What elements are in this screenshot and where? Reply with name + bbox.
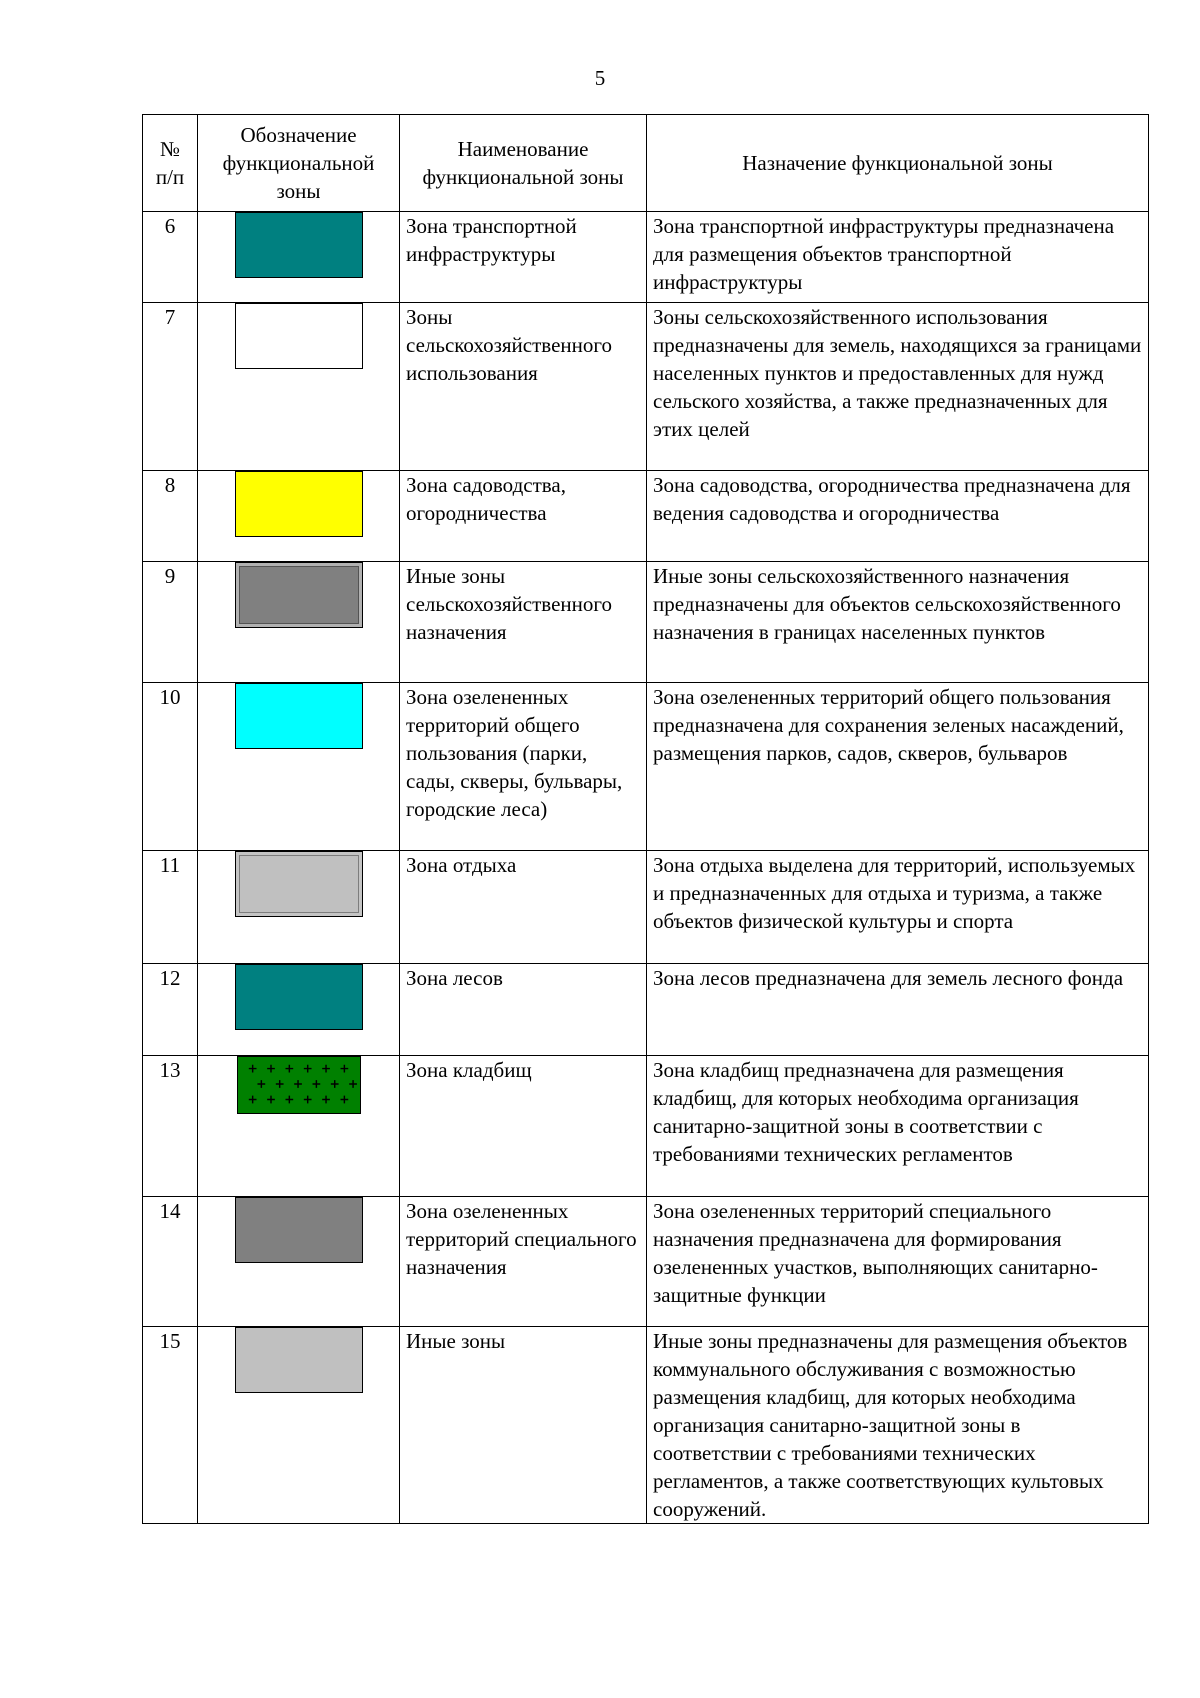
zone-symbol-cell: [198, 851, 400, 964]
zone-symbol-cell: [198, 303, 400, 471]
cross-mark: [248, 1096, 256, 1104]
zone-name: Зона отдыха: [400, 851, 647, 964]
cross-mark: [275, 1080, 283, 1088]
zone-purpose: Иные зоны предназначены для размещения объектов коммунального обслуживания с возможностью размещения кладбищ, для которых необходима организация санитарно-защитной зоны в соответствии с требованиями технических регламентов, а также соответствующих культовых сооружений.: [647, 1327, 1149, 1524]
zone-color-swatch: [237, 1056, 361, 1114]
row-number: 13: [143, 1056, 198, 1197]
table-row: [143, 851, 1149, 964]
cross-mark: [285, 1065, 293, 1073]
functional-zones-table: [142, 114, 1149, 1524]
zone-color-swatch: [235, 1327, 363, 1393]
zone-color-swatch: [235, 562, 363, 628]
zone-name: Зоны сельскохозяйственного использования: [400, 303, 647, 471]
cross-mark: [248, 1065, 256, 1073]
zone-color-swatch: [235, 471, 363, 537]
cross-mark: [267, 1065, 275, 1073]
table-header-row: [143, 115, 1149, 212]
zone-purpose: Зона лесов предназначена для земель лесного фонда: [647, 964, 1149, 1056]
cross-mark: [312, 1080, 320, 1088]
zone-purpose: Зона садоводства, огородничества предназначена для ведения садоводства и огородничества: [647, 471, 1149, 562]
row-number: 10: [143, 683, 198, 851]
zone-name: Зона озелененных территорий специального назначения: [400, 1197, 647, 1327]
row-number: 15: [143, 1327, 198, 1524]
zone-symbol-cell: [198, 212, 400, 303]
zone-color-swatch: [235, 212, 363, 278]
cross-mark: [322, 1065, 330, 1073]
zone-name: Зона транспортной инфраструктуры: [400, 212, 647, 303]
cross-mark: [257, 1080, 265, 1088]
cross-mark: [285, 1096, 293, 1104]
table-row: [143, 1056, 1149, 1197]
zone-symbol-cell: [198, 964, 400, 1056]
row-number: 14: [143, 1197, 198, 1327]
cross-mark: [340, 1065, 348, 1073]
cross-mark: [340, 1096, 348, 1104]
zone-symbol-cell: [198, 683, 400, 851]
table-row: [143, 683, 1149, 851]
row-number: 12: [143, 964, 198, 1056]
zone-color-swatch: [235, 964, 363, 1030]
row-number: 7: [143, 303, 198, 471]
cross-mark: [294, 1080, 302, 1088]
table-row: [143, 562, 1149, 683]
table-row: [143, 303, 1149, 471]
zone-color-swatch: [235, 1197, 363, 1263]
zone-name: Зона озелененных территорий общего пользования (парки, сады, скверы, бульвары, городские леса): [400, 683, 647, 851]
zone-symbol-cell: [198, 1056, 400, 1197]
header-purpose: Назначение функциональной зоны: [647, 115, 1149, 212]
zone-symbol-cell: [198, 471, 400, 562]
header-symbol: Обозначение функциональной зоны: [198, 115, 400, 212]
cross-pattern-icon: [238, 1057, 360, 1113]
zone-purpose: Зона кладбищ предназначена для размещения кладбищ, для которых необходима организация санитарно-защитной зоны в соответствии с требованиями технических регламентов: [647, 1056, 1149, 1197]
zone-color-swatch: [235, 851, 363, 917]
cross-mark: [330, 1080, 338, 1088]
zone-purpose: Зона отдыха выделена для территорий, используемых и предназначенных для отдыха и туризма, а также объектов физической культуры и спорта: [647, 851, 1149, 964]
cross-mark: [303, 1096, 311, 1104]
header-name: Наименование функциональной зоны: [400, 115, 647, 212]
zone-purpose: Зона озелененных территорий специального назначения предназначена для формирования озелененных участков, выполняющих санитарно-защитные функции: [647, 1197, 1149, 1327]
row-number: 6: [143, 212, 198, 303]
zone-symbol-cell: [198, 562, 400, 683]
cross-mark: [322, 1096, 330, 1104]
cross-mark: [349, 1080, 357, 1088]
zone-color-swatch: [235, 683, 363, 749]
table-body: [143, 212, 1149, 1524]
zone-name: Зона лесов: [400, 964, 647, 1056]
zone-name: Зона кладбищ: [400, 1056, 647, 1197]
table-row: [143, 212, 1149, 303]
table-row: [143, 1327, 1149, 1524]
zone-name: Зона садоводства, огородничества: [400, 471, 647, 562]
zone-purpose: Зона транспортной инфраструктуры предназначена для размещения объектов транспортной инфраструктуры: [647, 212, 1149, 303]
zone-purpose: Иные зоны сельскохозяйственного назначения предназначены для объектов сельскохозяйственного назначения в границах населенных пунктов: [647, 562, 1149, 683]
table-row: [143, 471, 1149, 562]
row-number: 9: [143, 562, 198, 683]
zone-symbol-cell: [198, 1327, 400, 1524]
zone-name: Иные зоны сельскохозяйственного назначения: [400, 562, 647, 683]
page-number: 5: [594, 66, 606, 90]
zone-purpose: Зона озелененных территорий общего пользования предназначена для сохранения зеленых насаждений, размещения парков, садов, скверов, бульваров: [647, 683, 1149, 851]
row-number: 11: [143, 851, 198, 964]
zone-color-swatch: [235, 303, 363, 369]
zone-symbol-cell: [198, 1197, 400, 1327]
table-row: [143, 964, 1149, 1056]
zone-name: Иные зоны: [400, 1327, 647, 1524]
cross-mark: [303, 1065, 311, 1073]
zone-purpose: Зоны сельскохозяйственного использования предназначены для земель, находящихся за границами населенных пунктов и предоставленных для нужд сельского хозяйства, а также предназначенных для этих целей: [647, 303, 1149, 471]
row-number: 8: [143, 471, 198, 562]
cross-mark: [267, 1096, 275, 1104]
table-row: [143, 1197, 1149, 1327]
header-num: № п/п: [143, 115, 198, 212]
